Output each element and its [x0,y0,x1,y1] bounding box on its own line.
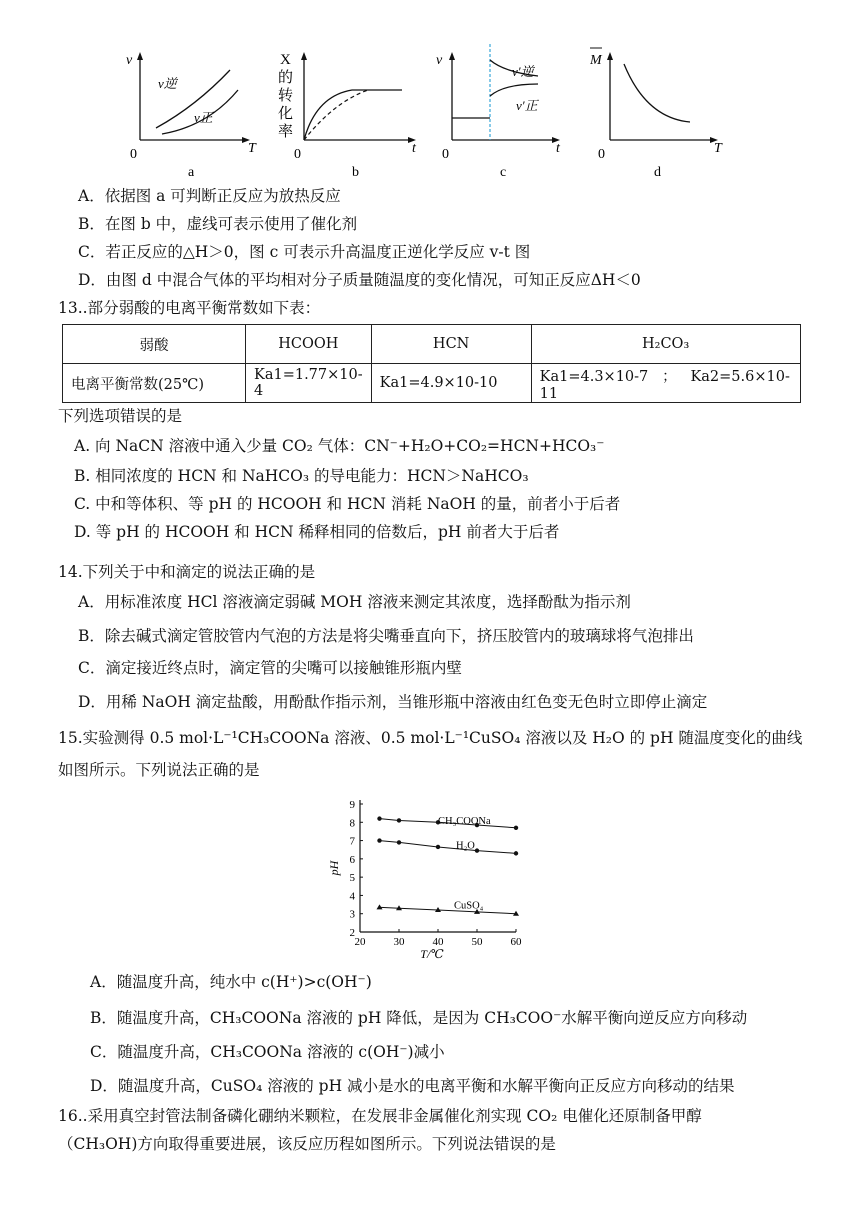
q12-option-d: D．由图 d 中混合气体的平均相对分子质量随温度的变化情况，可知正反应ΔH＜0 [78,271,641,289]
y-tick-label: 3 [349,908,355,921]
q13-option-b: B. 相同浓度的 HCN 和 NaHCO₃ 的导电能力：HCN＞NaHCO₃ [74,467,529,485]
table-cell-hcn: Ka1=4.9×10-10 [371,364,531,403]
h2co3-ka1: Ka1=4.3×10-7 [539,368,649,385]
y-axis-label: pH [327,860,341,876]
y-label-char-4: 化 [278,106,294,122]
q15-stem-line1: 15.实验测得 0.5 mol·L⁻¹CH₃COONa 溶液、0.5 mol·L⁻¹CuSO₄ 溶液以及 H₂O 的 pH 随温度变化的曲线 [58,729,803,747]
q15-option-b: B．随温度升高，CH₃COONa 溶液的 pH 降低，是因为 CH₃COO⁻水解平衡向逆反应方向移动 [90,1009,748,1027]
q15-option-d: D．随温度升高，CuSO₄ 溶液的 pH 减小是水的电离平衡和水解平衡向正反应方向移动的结果 [90,1077,735,1095]
q12-option-a: A．依据图 a 可判断正反应为放热反应 [78,187,341,205]
x-tick-label: 50 [471,936,483,948]
h2co3-ka2: Ka2=5.6×10-11 [539,368,790,402]
data-point [436,845,440,849]
y-tick-label: 7 [349,835,355,848]
origin-label: 0 [598,147,605,162]
figure-label: d [654,165,661,180]
q15-option-c: C．随温度升高，CH₃COONa 溶液的 c(OH⁻)减小 [90,1043,445,1061]
y-tick-label: 8 [349,817,355,830]
data-point [377,904,383,909]
q12-option-b: B．在图 b 中，虚线可表示使用了催化剂 [78,215,358,233]
y-tick-label: 2 [349,927,355,939]
q15-stem-line2: 如图所示。下列说法正确的是 [58,761,260,779]
curve-label-forward: v正 [194,110,213,125]
axis-x-label: T [248,141,256,156]
origin-label: 0 [130,147,137,162]
figure-c [434,40,574,180]
data-point [377,838,381,842]
table-header-hcn: HCN [371,325,531,364]
curve-label-reverse: v′逆 [512,64,534,79]
q14-stem: 14.下列关于中和滴定的说法正确的是 [58,563,316,581]
data-point [475,848,479,852]
axis-y-label: v [436,53,443,68]
q14-option-c: C．滴定接近终点时，滴定管的尖嘴可以接触锥形瓶内壁 [78,659,462,677]
q14-option-d: D．用稀 NaOH 滴定盐酸，用酚酞作指示剂，当锥形瓶中溶液由红色变无色时立即停止滴定 [78,693,708,711]
y-label-char-3: 转 [278,88,294,104]
x-tick-label: 20 [354,936,366,948]
series-label: H₂O [456,840,475,852]
q13-prompt: 下列选项错误的是 [58,407,183,425]
table-header-hcooh: HCOOH [246,325,372,364]
table-header-h2co3: H₂CO₃ [531,325,800,364]
data-point [514,851,518,855]
series-label: CH₃COONa [438,815,491,827]
axis-x-label: t [556,141,560,156]
table-cell-h2co3 [531,364,800,403]
ph-temperature-chart [326,790,536,960]
curve-label-forward: v′正 [516,98,538,113]
x-tick-label: 60 [510,936,522,948]
q13-option-c: C. 中和等体积、等 pH 的 HCOOH 和 HCN 消耗 NaOH 的量，前者小于后者 [74,495,621,513]
ionization-constant-table [62,324,801,403]
figure-b [276,40,426,180]
data-point [377,816,381,820]
series-label: CuSO₄ [454,900,484,912]
axis-x-label: t [412,141,416,156]
figure-d [590,40,730,180]
axis-x-label: T [714,141,722,156]
y-tick-label: 6 [349,853,355,866]
x-axis-label: T/℃ [420,947,444,960]
figure-label: c [500,165,507,180]
q15-option-a: A．随温度升高，纯水中 c(H⁺)>c(OH⁻) [90,973,372,991]
q13-option-a: A. 向 NaCN 溶液中通入少量 CO₂ 气体：CN⁻+H₂O+CO₂=HCN+HCO₃⁻ [74,437,605,455]
q16-stem-line2: （CH₃OH)方向取得重要进展，该反应历程如图所示。下列说法错误的是 [58,1135,556,1153]
x-tick-label: 30 [393,936,405,948]
axis-y-label: v [126,53,133,68]
q12-option-c: C．若正反应的△H＞0，图 c 可表示升高温度正逆化学反应 v-t 图 [78,243,531,261]
table-cell-hcooh: Ka1=1.77×10-4 [246,364,372,403]
q13-option-d: D. 等 pH 的 HCOOH 和 HCN 稀释相同的倍数后，pH 前者大于后者 [74,523,560,541]
figure-a [126,40,266,180]
y-label-char-5: 率 [278,124,294,140]
y-tick-label: 4 [349,890,355,903]
origin-label: 0 [294,147,301,162]
figure-label: a [188,165,195,180]
figure-label: b [352,165,359,180]
origin-label: 0 [442,147,449,162]
axis-y-label: M [590,53,602,68]
data-point [397,840,401,844]
q14-option-b: B．除去碱式滴定管胶管内气泡的方法是将尖嘴垂直向下，挤压胶管内的玻璃球将气泡排出 [78,627,694,645]
y-label-char-1: X [280,52,291,68]
data-point [514,826,518,830]
x-tick-label: 40 [432,936,444,948]
h2co3-separator: ； [662,368,677,385]
table-header-acid: 弱酸 [63,325,246,364]
q16-stem-line1: 16..采用真空封管法制备磷化硼纳米颗粒，在发展非金属催化剂实现 CO₂ 电催化还原制备甲醇 [58,1107,702,1125]
q13-stem: 13..部分弱酸的电离平衡常数如下表： [58,299,321,317]
curve-label-reverse: v逆 [158,76,177,91]
q14-option-a: A．用标准浓度 HCl 溶液滴定弱碱 MOH 溶液来测定其浓度，选择酚酞为指示剂 [78,593,631,611]
data-point [397,818,401,822]
y-tick-label: 5 [349,872,355,885]
y-label-char-2: 的 [278,70,294,86]
table-row-label: 电离平衡常数(25℃) [63,364,246,403]
y-tick-label: 9 [349,799,355,811]
